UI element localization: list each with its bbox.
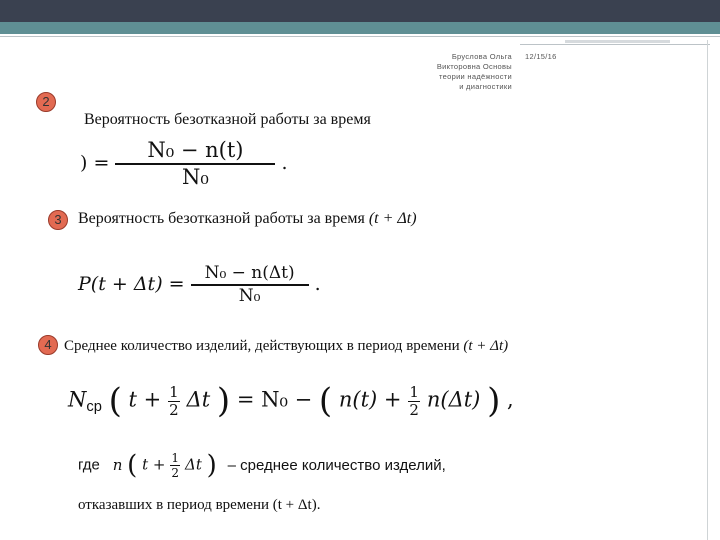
half-numerator: 1: [409, 382, 419, 401]
formula-3: [78, 265, 321, 305]
note-line-2: отказавших в период времени (t + Δt).: [78, 497, 321, 513]
half-numerator: 1: [171, 451, 180, 465]
paren-open: (: [127, 450, 138, 481]
top-title-bar: [0, 0, 720, 22]
fraction-denominator: N₀: [182, 164, 209, 189]
note-symbol-n: n: [112, 455, 123, 474]
deco-line: [0, 36, 720, 37]
half-denominator: 2: [169, 400, 179, 419]
half-denominator: 2: [409, 400, 419, 419]
item-title: [64, 338, 508, 355]
fraction-denominator: N₀: [238, 285, 261, 306]
header-date: 12/15/16: [525, 52, 557, 61]
half-numerator: 1: [169, 382, 179, 401]
item-number-badge: 3: [48, 210, 68, 230]
note-arg-post: Δt: [185, 455, 202, 474]
note-text: – среднее количество изделий,: [227, 456, 446, 474]
half-fraction: [408, 382, 420, 419]
formula-arg-post: Δt: [186, 387, 211, 412]
item-title-suffix: (t + Δt): [368, 210, 417, 227]
formula-trail: ,: [507, 387, 514, 412]
fraction-numerator: N₀ − n(Δt): [204, 263, 295, 283]
slide-right-edge: [707, 40, 708, 540]
formula-lhs: ) =: [80, 151, 110, 174]
formula-term1: n(t) +: [338, 387, 402, 412]
formula-arg-pre: t +: [128, 387, 162, 412]
item-title-text: Вероятность безотказной работы за время: [78, 210, 365, 227]
item-number-badge: 4: [38, 335, 58, 355]
half-fraction: [170, 452, 180, 479]
formula-term2: n(Δt): [426, 387, 481, 412]
formula-fraction: [191, 265, 309, 305]
item-title: Вероятность безотказной работы за время: [84, 111, 371, 128]
paren-open: (: [108, 381, 122, 421]
formula-trail: .: [314, 272, 321, 295]
formula-lhs: P(t + Δt) =: [78, 272, 185, 295]
note-line-1: [78, 452, 446, 479]
paren-close: ): [206, 450, 217, 481]
half-denominator: 2: [171, 466, 180, 480]
formula-symbol-n: N: [68, 387, 87, 412]
formula-subscript: ср: [86, 398, 102, 415]
item-title: [78, 210, 417, 228]
item-title-text: Среднее количество изделий, действующих в период времени: [64, 338, 460, 354]
formula-trail: .: [281, 151, 288, 174]
formula-2: [80, 140, 288, 188]
half-fraction: [168, 382, 180, 419]
accent-band: [0, 22, 720, 34]
author-line: теории надёжности: [439, 72, 512, 81]
note-prefix: где: [78, 456, 100, 474]
paren-close: ): [487, 381, 501, 421]
author-line: Бруслова Ольга: [451, 52, 512, 61]
item-title-suffix: (t + Δt): [463, 338, 509, 354]
deco-line: [520, 44, 710, 45]
author-line: Викторовна Основы: [436, 62, 512, 71]
paren-open: (: [318, 381, 333, 421]
formula-4: [68, 381, 514, 421]
paren-close: ): [216, 381, 231, 421]
author-line: и диагностики: [459, 82, 512, 91]
deco-line: [565, 40, 670, 43]
header-author: [400, 52, 512, 92]
formula-fraction: [115, 140, 275, 188]
note-arg-pre: t +: [142, 455, 166, 474]
formula-equals: = N₀ −: [236, 387, 313, 412]
fraction-numerator: N₀ − n(t): [147, 138, 244, 162]
item-number-badge: 2: [36, 92, 56, 112]
